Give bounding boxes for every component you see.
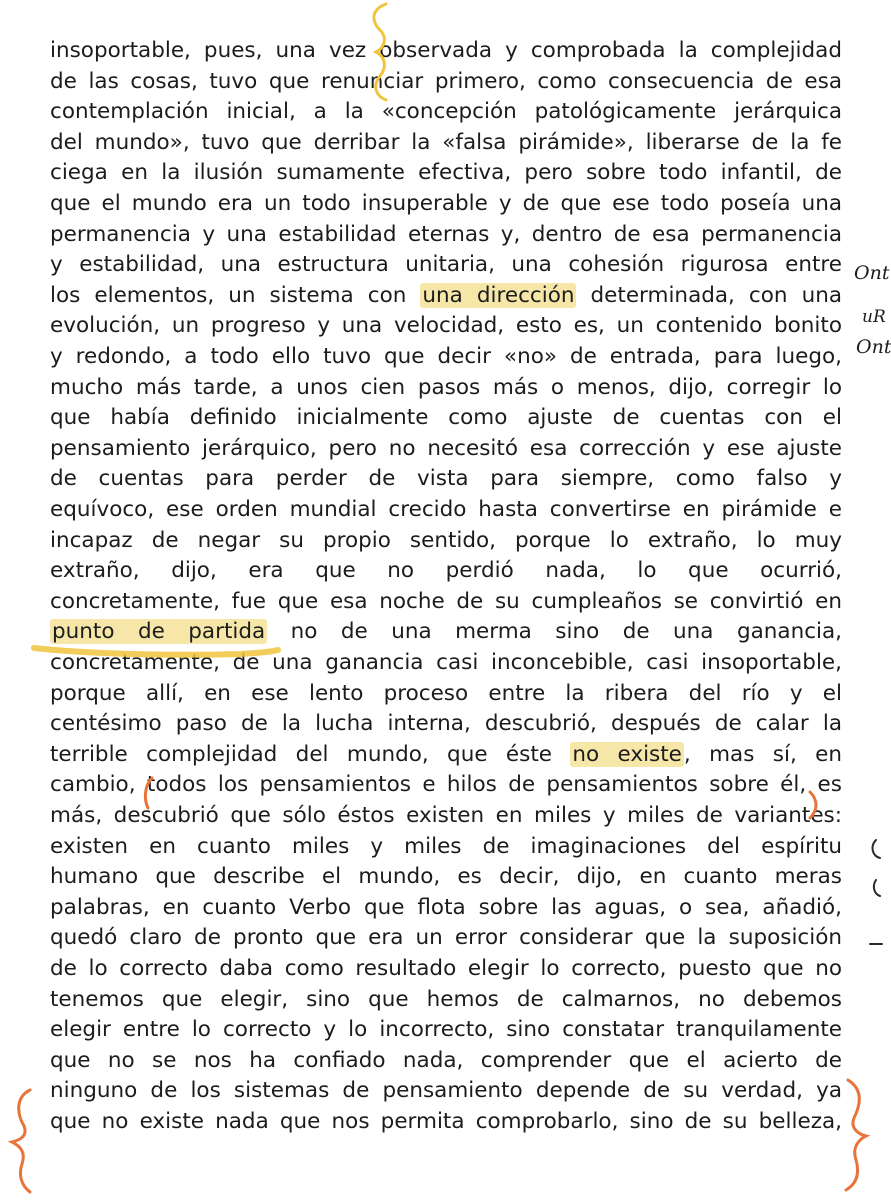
text-line xyxy=(50,281,842,311)
margin-note-2: uR xyxy=(862,307,886,327)
text-line: ciega en la ilusión sumamente efectiva, pero sobre todo infantil, de xyxy=(50,160,842,186)
text-line: evolución, un progreso y una velocidad, esto es, un contenido bonito xyxy=(50,313,842,339)
text-line: que el mundo era un todo insuperable y de que ese todo poseía una xyxy=(50,191,842,216)
text-line: que no se nos ha confiado nada, comprender que el acierto de xyxy=(50,1047,842,1073)
text-line: permanencia y una estabilidad eternas y, dentro de esa permanencia xyxy=(50,221,842,247)
text-line: de las cosas, tuvo que renunciar primero, como consecuencia de esa xyxy=(50,68,842,94)
pen-scribble-mark xyxy=(873,840,880,858)
text-line: existen en cuanto miles y miles de imaginaciones del espíritu xyxy=(50,833,842,859)
text-line: que había definido inicialmente como ajuste de cuentas con el xyxy=(50,405,842,431)
orange-right-brace xyxy=(846,1080,866,1190)
pen-scribble-mark xyxy=(874,880,880,896)
text-line: concretamente, de una ganancia casi inconcebible, casi insoportable, xyxy=(50,650,842,675)
text-line: mucho más tarde, a unos cien pasos más o menos, dijo, corregir lo xyxy=(50,374,842,400)
text-segment: terrible complejidad del mundo, que éste xyxy=(50,741,571,767)
margin-note-1: Ont xyxy=(854,262,890,284)
highlighted-phrase: una dirección xyxy=(422,282,575,308)
text-line: concretamente, fue que esa noche de su cumpleaños se convirtió en xyxy=(50,588,842,614)
highlighted-phrase: no existe xyxy=(572,741,682,767)
text-line: incapaz de negar su propio sentido, porque lo extraño, lo muy xyxy=(50,527,842,553)
text-line: quedó claro de pronto que era un error considerar que la suposición xyxy=(50,925,842,951)
text-line: humano que describe el mundo, es decir, dijo, en cuanto meras xyxy=(50,864,842,890)
text-line xyxy=(50,617,842,647)
text-line: pensamiento jerárquico, pero no necesitó esa corrección y ese ajuste xyxy=(50,435,842,461)
text-line: elegir entre lo correcto y lo incorrecto, sino constatar tranquilamente xyxy=(50,1017,842,1043)
text-segment: los elementos, un sistema con xyxy=(50,282,421,308)
orange-left-brace xyxy=(12,1090,30,1192)
text-segment: no de una merma sino de una ganancia, xyxy=(267,619,842,645)
text-line: ninguno de los sistemas de pensamiento depende de su verdad, ya xyxy=(50,1078,842,1104)
text-segment: , mas sí, en xyxy=(683,741,842,767)
text-line: que no existe nada que nos permita comprobarlo, sino de su belleza, xyxy=(50,1109,842,1134)
margin-note-3: Ont xyxy=(856,336,891,358)
text-line: más, descubrió que sólo éstos existen en miles y miles de variantes: xyxy=(50,803,842,828)
text-line: porque allí, en ese lento proceso entre la ribera del río y el xyxy=(50,680,842,706)
text-line: y estabilidad, una estructura unitaria, una cohesión rigurosa entre xyxy=(50,252,842,278)
text-line xyxy=(50,740,842,770)
text-line: palabras, en cuanto Verbo que flota sobre las aguas, o sea, añadió, xyxy=(50,894,842,920)
highlighted-phrase: punto de partida xyxy=(52,619,266,645)
text-line: contemplación inicial, a la «concepción patológicamente jerárquica xyxy=(50,99,842,125)
text-segment: determinada, con una xyxy=(576,282,843,308)
text-line: insoportable, pues, una vez observada y comprobada la complejidad xyxy=(50,38,842,63)
text-line: equívoco, ese orden mundial crecido hasta convertirse en pirámide e xyxy=(50,497,842,522)
text-line: cambio, todos los pensamientos e hilos de pensamientos sobre él, es xyxy=(50,772,842,798)
text-line: de lo correcto daba como resultado elegir lo correcto, puesto que no xyxy=(50,956,842,981)
text-line: centésimo paso de la lucha interna, descubrió, después de calar la xyxy=(50,711,842,737)
text-line: y redondo, a todo ello tuvo que decir «no» de entrada, para luego, xyxy=(50,344,842,369)
text-line: del mundo», tuvo que derribar la «falsa pirámide», liberarse de la fe xyxy=(50,129,842,155)
text-line: tenemos que elegir, sino que hemos de calmarnos, no debemos xyxy=(50,986,842,1012)
text-line: de cuentas para perder de vista para siempre, como falso y xyxy=(50,466,842,492)
text-line: extraño, dijo, era que no perdió nada, lo que ocurrió, xyxy=(50,558,842,584)
